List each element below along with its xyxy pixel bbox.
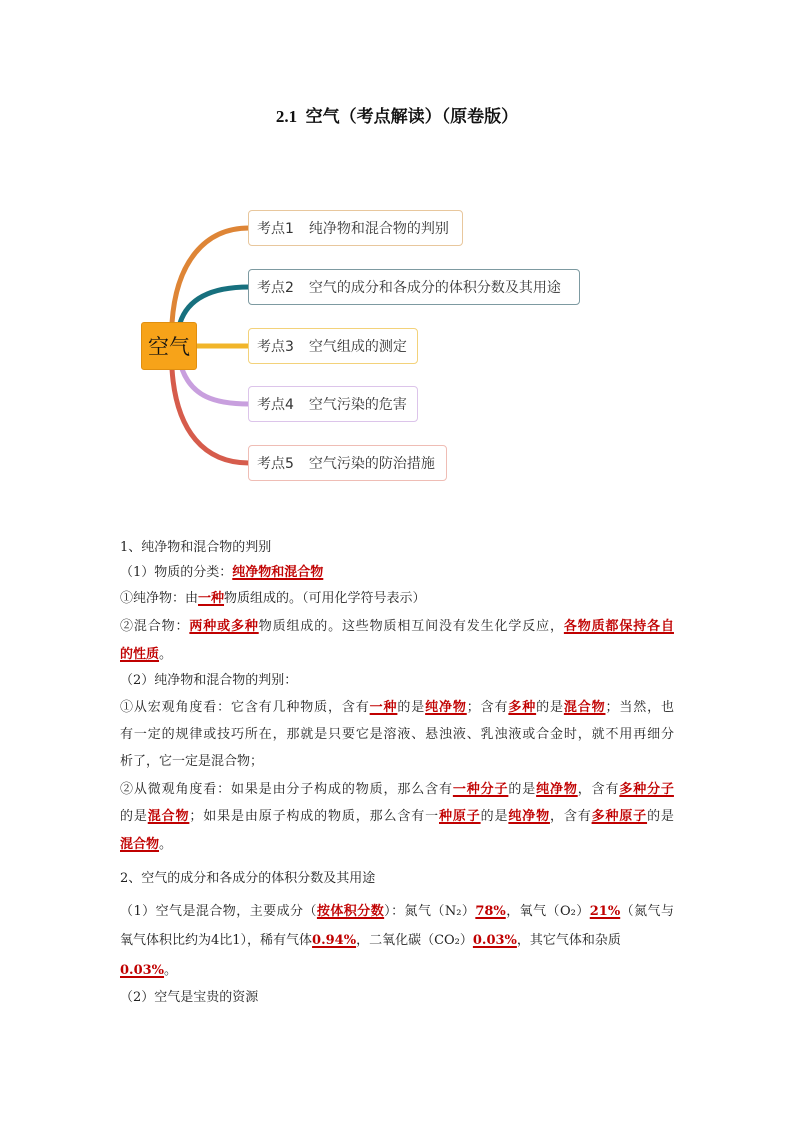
text-run: 的是 — [536, 700, 564, 715]
key-term-highlight: 按体积分数 — [316, 904, 385, 919]
text-run: 物质组成的。这些物质相互间没有发生化学反应， — [258, 619, 564, 634]
mind-map-branch-5 — [248, 445, 447, 481]
text-run: （氮气与 — [620, 904, 674, 919]
key-term-highlight: 多种分子 — [619, 782, 674, 797]
branch-number: 考点4 — [257, 397, 294, 413]
key-term-highlight: 混合物 — [147, 809, 190, 824]
text-run: ）：氮气（N₂） — [384, 904, 476, 919]
text-run: ，含有 — [577, 782, 620, 797]
text-line — [120, 698, 674, 718]
text-run: ②混合物： — [120, 619, 190, 634]
text-run: 氧气体积比约为4比1），稀有气体 — [120, 933, 313, 948]
key-term-highlight: 多种原子 — [591, 809, 648, 824]
text-run: ，二氧化碳（CO₂） — [356, 933, 473, 948]
key-term-highlight: 两种或多种 — [189, 619, 259, 634]
text-run: （2）空气是宝贵的资源 — [120, 990, 259, 1005]
text-run: （1）物质的分类： — [120, 565, 233, 580]
text-line — [120, 961, 674, 981]
text-line — [120, 869, 674, 889]
key-term-highlight: 各物质都保持各自 — [563, 619, 674, 634]
key-term-highlight: 纯净物 — [508, 809, 550, 824]
page-title: 2.1 空气（考点解读）（原卷版） — [275, 107, 519, 126]
text-run: 。 — [164, 963, 178, 978]
text-line — [120, 645, 674, 665]
key-term-highlight: 0.03% — [120, 963, 165, 978]
text-line — [120, 988, 674, 1008]
text-run: 1、纯净物和混合物的判别 — [120, 540, 272, 555]
key-term-highlight: 纯净物 — [536, 782, 578, 797]
branch-title: 空气组成的测定 — [308, 339, 407, 355]
text-run: （2）纯净物和混合物的判别： — [120, 673, 298, 688]
key-term-highlight: 78% — [475, 904, 506, 919]
body-text — [120, 0, 674, 1123]
text-run: 。 — [159, 837, 173, 852]
text-run: ；如果是由原子构成的物质，那么含有一 — [189, 809, 439, 824]
text-line — [120, 617, 674, 637]
branch-number: 考点5 — [257, 456, 294, 472]
mind-map-branch-3 — [248, 328, 418, 364]
key-term-highlight: 混合物 — [563, 700, 606, 715]
text-run: 析了，它一定是混合物； — [120, 754, 264, 769]
text-run: 的是 — [508, 782, 537, 797]
mind-map-branch-2 — [248, 269, 580, 305]
text-line — [120, 538, 674, 558]
text-run: 物质组成的。（可用化学符号表示） — [224, 591, 426, 606]
key-term-highlight: 种原子 — [439, 809, 481, 824]
key-term-highlight: 混合物 — [120, 837, 160, 852]
text-run: ，含有 — [549, 809, 592, 824]
branch-title: 空气污染的防治措施 — [308, 456, 435, 472]
key-term-highlight: 一种 — [369, 700, 398, 715]
text-line — [120, 752, 674, 772]
text-run: 有一定的规律或技巧所在，那就是只要它是溶液、悬浊液、乳浊液或合金时，就不用再细分 — [120, 727, 674, 742]
branch-title: 纯净物和混合物的判别 — [308, 221, 449, 237]
text-line — [120, 671, 674, 691]
key-term-highlight: 一种 — [198, 591, 225, 606]
text-run: ；含有 — [466, 700, 509, 715]
text-run: 的是 — [120, 809, 148, 824]
branch-title: 空气的成分和各成分的体积分数及其用途 — [308, 280, 561, 296]
key-term-highlight: 21% — [589, 904, 621, 919]
text-run: ；当然，也 — [605, 700, 674, 715]
text-line — [120, 725, 674, 745]
text-line — [120, 902, 674, 922]
key-term-highlight: 0.03% — [472, 933, 517, 948]
text-run: ①纯净物：由 — [120, 591, 199, 606]
text-run: 。 — [159, 647, 173, 662]
text-line — [120, 780, 674, 800]
mind-map-branch-4 — [248, 386, 418, 422]
text-line — [120, 807, 674, 827]
text-run: 的是 — [397, 700, 426, 715]
key-term-highlight: 纯净物 — [425, 700, 467, 715]
branch-number: 考点3 — [257, 339, 294, 355]
branch-number: 考点2 — [257, 280, 294, 296]
branch-title: 空气污染的危害 — [308, 397, 407, 413]
key-term-highlight: 一种分子 — [452, 782, 509, 797]
mind-map-center-node: 空气 — [141, 322, 197, 370]
key-term-highlight: 多种 — [508, 700, 537, 715]
key-term-highlight: 的性质 — [120, 647, 160, 662]
text-run: ，其它气体和杂质 — [516, 933, 621, 948]
text-run: ②从微观角度看：如果是由分子构成的物质，那么含有 — [120, 782, 453, 797]
text-line — [120, 835, 674, 855]
text-run: 的是 — [480, 809, 509, 824]
text-run: 的是 — [647, 809, 674, 824]
text-run: 2、空气的成分和各成分的体积分数及其用途 — [120, 871, 376, 886]
text-line — [120, 589, 674, 609]
text-run: ①从宏观角度看：它含有几种物质，含有 — [120, 700, 370, 715]
mind-map-branch-1 — [248, 210, 463, 246]
key-term-highlight: 0.94% — [312, 933, 357, 948]
branch-number: 考点1 — [257, 221, 294, 237]
text-run: ，氧气（O₂） — [505, 904, 590, 919]
text-line — [120, 563, 674, 583]
key-term-highlight: 纯净物和混合物 — [232, 565, 324, 580]
text-line — [120, 931, 674, 951]
text-run: （1）空气是混合物，主要成分（ — [120, 904, 317, 919]
